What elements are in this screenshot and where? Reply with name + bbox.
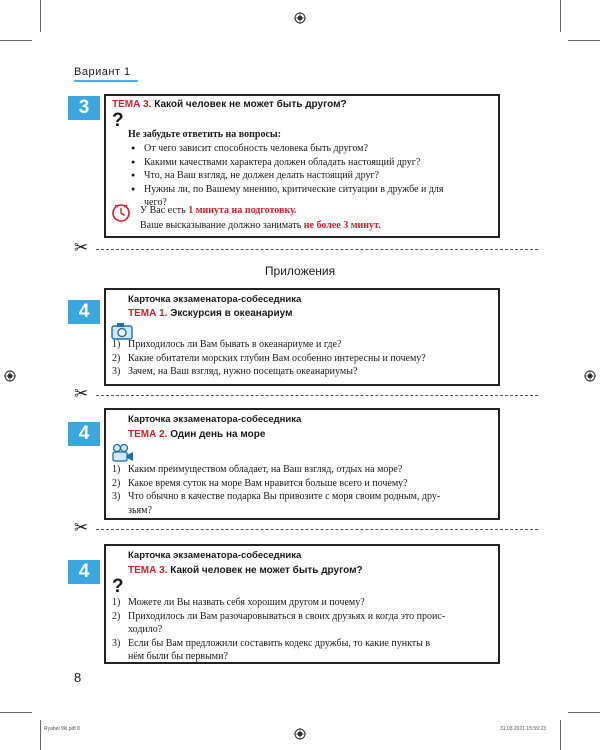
topic-card [104, 94, 500, 238]
crop-mark [568, 712, 600, 713]
list-item: 1) Можете ли Вы назвать себя хорошим другом и почему? [112, 597, 365, 608]
topic-title: Какой человек не может быть другом? [170, 565, 363, 576]
list-item-continuation: ходило? [128, 624, 163, 635]
footer-file-info: Ryabel 9kl.pdf 8 [44, 726, 80, 732]
topic-title: Какой человек не может быть другом? [154, 99, 347, 110]
registration-mark-icon [294, 12, 306, 24]
list-item-continuation: зьям? [128, 504, 152, 516]
cut-line [96, 529, 538, 530]
card-heading: Карточка экзаменатора-собеседника [128, 414, 302, 425]
cut-line [96, 395, 538, 396]
question-list [112, 338, 494, 379]
scissors-icon: ✂ [74, 238, 89, 257]
card-intro: Не забудьте ответить на вопросы: [128, 129, 282, 140]
topic-prefix: ТЕМА 1. [128, 308, 168, 319]
list-item: 3) Что обычно в качестве подарка Вы привозите с моря своим родным, дру- [112, 491, 441, 502]
list-item: 2) Приходилось ли Вам разочаровываться в своих друзьях и когда это проис- [112, 610, 446, 622]
registration-mark-icon [584, 370, 596, 382]
topic-heading [128, 429, 265, 440]
topic-title: Один день на море [170, 429, 266, 440]
task-number-badge: 3 [68, 96, 100, 120]
prep-time-line [140, 204, 297, 218]
crop-mark [568, 40, 600, 41]
topic-prefix: ТЕМА 2. [128, 429, 168, 440]
task-number-badge: 4 [68, 300, 100, 324]
topic-prefix: ТЕМА 3. [128, 565, 168, 576]
topic-heading [128, 565, 363, 576]
card-heading: Карточка экзаменатора-собеседника [128, 294, 302, 305]
crop-mark [40, 0, 41, 32]
crop-mark [40, 720, 41, 750]
examiner-card [104, 408, 500, 520]
topic-heading [128, 308, 293, 319]
list-item: 1) Каким преимуществом обладает, на Ваш взгляд, отдых на море? [112, 464, 403, 475]
examiner-card [104, 288, 500, 386]
task-number-badge: 4 [68, 422, 100, 446]
crop-mark [0, 40, 32, 41]
question-list [112, 596, 494, 664]
list-item-continuation: чего? [144, 197, 167, 208]
topic-heading [112, 99, 347, 110]
list-item: 2) Какие обитатели морских глубин Вам особенно интересны и почему? [112, 352, 426, 364]
list-item: 3) Зачем, на Ваш взгляд, нужно посещать океанариумы? [112, 366, 358, 377]
scissors-icon: ✂ [74, 518, 89, 537]
answer-time-line [140, 219, 381, 233]
registration-mark-icon [4, 370, 16, 382]
list-item: ● От чего зависит способность человека быть другом? [128, 142, 494, 156]
list-item: 1) Приходилось ли Вам бывать в океанариуме и где? [112, 339, 342, 350]
variant-underline [74, 80, 138, 82]
topic-title: Экскурсия в океанариум [170, 308, 293, 319]
question-list [112, 463, 494, 517]
prep-prefix: У Вас есть [140, 205, 186, 216]
question-mark-icon: ? [112, 110, 124, 131]
list-item: 3) Если бы Вам предложили составить кодекс дружбы, то какие пункты в [112, 637, 431, 649]
page-number: 8 [74, 670, 82, 685]
prep-time: 1 минута на подготовку. [188, 205, 297, 216]
footer-timestamp: 31.03.2021 15:59:23 [500, 726, 546, 732]
list-item: ● Какими качествами характера должен обладать настоящий друг? [128, 156, 494, 170]
scissors-icon: ✂ [74, 384, 89, 403]
answer-prefix: Ваше высказывание должно занимать [140, 220, 302, 231]
cut-line [96, 249, 538, 250]
list-item: 2) Какое время суток на море Вам нравится больше всего и почему? [112, 477, 408, 489]
crop-mark [560, 0, 561, 32]
question-list [128, 142, 494, 210]
crop-mark [0, 712, 32, 713]
crop-mark [560, 720, 561, 750]
task-number-badge: 4 [68, 560, 100, 584]
list-item-continuation: нём были бы первыми? [128, 651, 228, 662]
registration-mark-icon [294, 728, 306, 740]
examiner-card [104, 544, 500, 664]
video-camera-icon [111, 443, 135, 463]
list-item: ● Нужны ли, по Вашему мнению, критические ситуации в дружбе и для [128, 183, 494, 197]
card-heading: Карточка экзаменатора-собеседника [128, 550, 302, 561]
question-mark-icon: ? [112, 576, 124, 597]
section-title: Приложения [264, 264, 336, 278]
topic-prefix: ТЕМА 3. [112, 99, 152, 110]
clock-icon [111, 203, 131, 223]
list-item: ● Что, на Ваш взгляд, не должен делать настоящий друг? [128, 169, 494, 183]
answer-time: не более 3 минут. [303, 220, 381, 231]
variant-label: Вариант 1 [74, 66, 131, 78]
